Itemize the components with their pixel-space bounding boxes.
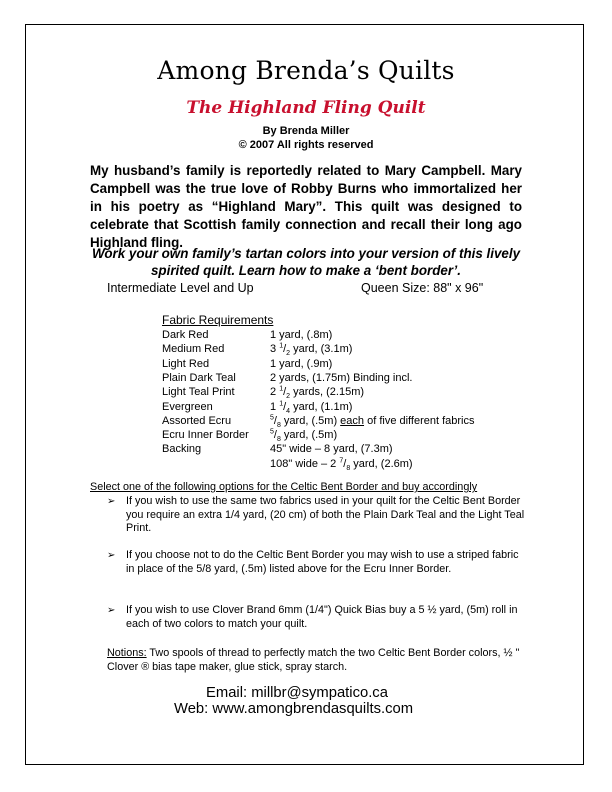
fabric-quantity: $^5/_8$ yard, (.5m) each of five different fabrics [270,414,475,429]
fabric-quantity: 3 $^1/_2$ yard, (3.1m) [270,342,353,358]
options-heading: Select one of the following options for the Celtic Bent Border and buy accordingly [90,481,478,493]
fraction-numerator: 1 [279,342,284,350]
tagline-paragraph: Work your own family’s tartan colors into your version of this lively spirited quilt. Learn how to make a ‘bent border’. [91,246,521,278]
fabric-name: Light Red [162,357,210,370]
contact-email: Email: millbr@sympatico.ca [206,685,388,701]
option-text: If you wish to use the same two fabrics used in your quilt for the Celtic Bent Border you require an extra 1/4 yard, (20 cm) of both the Plain Dark Teal and the Light Teal Print. [126,495,525,534]
fraction-numerator: 5 [270,414,274,422]
fabric-quantity: 2 yards, (1.75m) Binding incl. [270,371,413,384]
copyright-line: © 2007 All rights reserved [238,139,374,151]
fabric-quantity: 2 $^1/_2$ yards, (2.15m) [270,385,365,401]
author-line: By Brenda Miller [262,125,350,137]
fabric-name: Evergreen [162,400,213,413]
fabric-name: Medium Red [162,343,225,356]
fabric-quantity: 1 $^1/_4$ yard, (1.1m) [270,399,353,415]
fabric-quantity: 45" wide – 8 yard, (7.3m) [270,443,393,456]
fabric-name: Light Teal Print [162,386,235,399]
option-text: If you wish to use Clover Brand 6mm (1/4") Quick Bias buy a 5 ½ yard, (5m) roll in each of two colors to match your quilt. [126,604,518,630]
option-text: If you choose not to do the Celtic Bent Border you may wish to use a striped fabric in place of the 5/8 yard, (.5m) listed above for the Ecru Inner Border. [126,549,519,575]
emphasis-each: each [340,414,365,427]
contact-website: Web: www.amongbrendasquilts.com [174,701,414,717]
fraction-numerator: 7 [339,457,344,465]
arrow-bullet-icon: ➢ [107,605,116,616]
notions-label: Notions: [107,647,147,659]
fabric-quantity: 108" wide – 2 $^7/_8$ yard, (2.6m) [270,457,413,472]
fraction-numerator: 1 [279,399,284,407]
quilt-size: Queen Size: 88" x 96" [361,281,484,295]
skill-level: Intermediate Level and Up [107,281,254,295]
fabric-name: Dark Red [162,329,209,341]
fabric-name: Assorted Ecru [162,414,232,427]
fraction-numerator: 5 [270,428,274,436]
brand-title: Among Brenda’s Quilts [157,56,455,85]
fraction-denominator: 8 [276,436,281,444]
fabric-name: Plain Dark Teal [162,371,236,384]
fabric-requirements-heading: Fabric Requirements [162,313,274,327]
fraction-numerator: 1 [279,385,284,393]
intro-paragraph: My husband’s family is reportedly related to Mary Campbell. Mary Campbell was the true love of Robby Burns who immortalized her in his poetry as “Highland Mary”. This quilt was designed to celebrate that Scottish family connection and recall their long ago Highland fling. [90,163,522,250]
fraction-denominator: 8 [276,421,281,429]
fabric-name: Ecru Inner Border [162,429,249,442]
quilt-title: The Highland Fling Quilt [186,98,426,118]
fraction-denominator: 2 [286,350,291,358]
fraction-denominator: 8 [346,464,351,472]
fraction-denominator: 2 [286,393,291,401]
arrow-bullet-icon: ➢ [107,496,116,507]
fabric-quantity: 1 yard, (.8m) [270,329,333,341]
arrow-bullet-icon: ➢ [107,550,116,561]
fabric-quantity: $^5/_8$ yard, (.5m) [270,428,338,444]
fraction-denominator: 4 [286,407,291,415]
notions-text: Two spools of thread to perfectly match the two Celtic Bent Border colors, ½ " Clover ® bias tape maker, glue stick, spray starch. [107,647,520,673]
notions-paragraph [107,647,527,674]
fabric-quantity: 1 yard, (.9m) [270,357,333,370]
fabric-name: Backing [162,443,202,456]
